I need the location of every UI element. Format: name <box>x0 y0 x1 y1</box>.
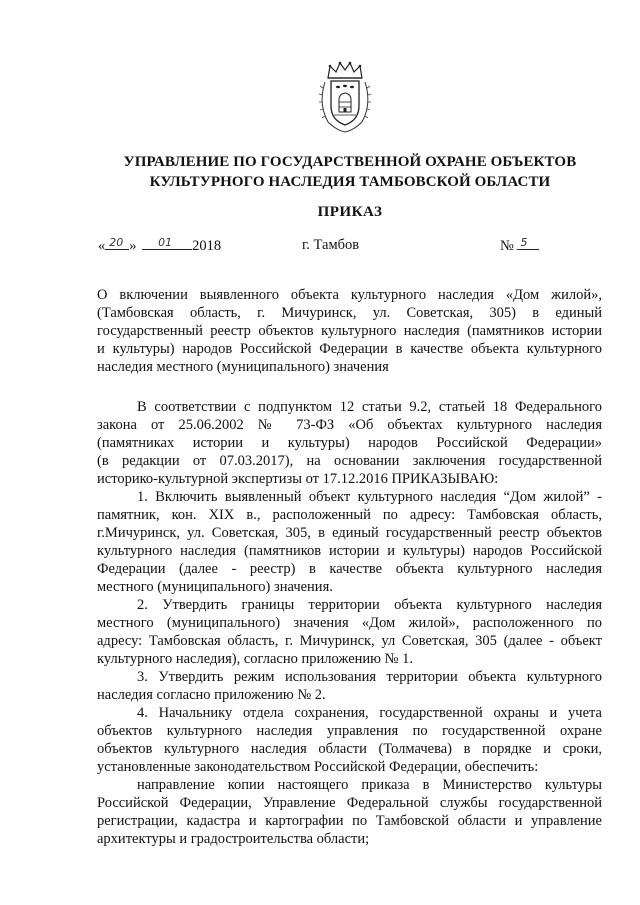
body-line: закона от 25.06.2002 № 73-ФЗ «Об объектах культурного наследия <box>97 417 602 433</box>
body-line: памятник, кон. XIX в., расположенный по адресу: Тамбовская область, <box>97 507 602 523</box>
date-year: 2018 <box>192 238 222 254</box>
order-date <box>98 236 221 255</box>
body-line: местного (муниципального) значения. <box>97 579 333 595</box>
body-line: культурного наследия), согласно приложению № 1. <box>97 651 413 667</box>
order-body <box>97 398 602 848</box>
body-line: 4. Начальнику отдела сохранения, государственной охраны и учета <box>137 705 602 721</box>
tambov-coat-of-arms-icon <box>316 60 374 134</box>
body-line: 2. Утвердить границы территории объекта культурного наследия <box>137 597 602 613</box>
body-line: объектов культурного наследия области (Толмачева) в порядке и сроки, <box>97 741 602 757</box>
order-subject <box>97 286 602 376</box>
body-line: адресу: Тамбовская область, г. Мичуринск, ул Советская, 305 (далее - объект <box>97 633 602 649</box>
body-line: Федерации (далее - реестр) в качестве объекта культурного наследия <box>97 561 602 577</box>
order-city: г. Тамбов <box>302 237 360 253</box>
body-line: 3. Утвердить режим использования территории объекта культурного <box>137 669 602 685</box>
body-line: объектов культурного наследия управления по государственной охране <box>97 723 602 739</box>
agency-name-line-1: УПРАВЛЕНИЕ ПО ГОСУДАРСТВЕННОЙ ОХРАНЕ ОБЪЕКТОВ <box>123 154 577 170</box>
body-line: направление копии настоящего приказа в Министерство культуры <box>137 777 602 793</box>
body-line: (памятниках истории и культуры) народов Российской Федерации» <box>97 435 602 451</box>
date-month-handwritten: 01 <box>158 236 173 249</box>
body-line: архитектуры и градостроительства области; <box>97 831 370 847</box>
date-close-quote: » <box>129 238 137 254</box>
date-open-quote: « <box>98 238 106 254</box>
date-month-field <box>142 236 192 250</box>
body-line: регистрации, кадастра и картографии по Тамбовской области и управление <box>97 813 602 829</box>
subject-line: (Тамбовская область, г. Мичуринск, ул. Советская, 305) в единый <box>97 305 602 321</box>
body-line: историко-культурной экспертизы от 17.12.2016 ПРИКАЗЫВАЮ: <box>97 471 499 487</box>
agency-name-line-2: КУЛЬТУРНОГО НАСЛЕДИЯ ТАМБОВСКОЙ ОБЛАСТИ <box>149 174 551 190</box>
subject-line: наследия местного (муниципального) значения <box>97 359 389 375</box>
number-sign: № <box>500 238 514 254</box>
document-type-heading: ПРИКАЗ <box>317 204 383 220</box>
order-number <box>500 236 539 255</box>
body-line: местного (муниципального) значения «Дом жилой», расположенного по <box>97 615 602 631</box>
number-field <box>517 236 539 250</box>
body-line: наследия согласно приложению № 2. <box>97 687 326 703</box>
body-line: культурного наследия (памятников истории и культуры) народов Российской <box>97 543 602 559</box>
body-line: 1. Включить выявленный объект культурного наследия “Дом жилой” - <box>137 489 602 505</box>
subject-line: и культуры) народов Российской Федерации в качестве объекта культурного <box>97 341 602 357</box>
date-day-handwritten: 20 <box>109 236 124 249</box>
body-line: (в редакции от 07.03.2017), на основании заключения государственной <box>97 453 602 469</box>
number-handwritten: 5 <box>520 236 528 249</box>
subject-line: О включении выявленного объекта культурного наследия «Дом жилой», <box>97 287 602 303</box>
subject-line: государственный реестр объектов культурного наследия (памятников истории <box>97 323 602 339</box>
body-line: В соответствии с подпунктом 12 статьи 9.2, статьей 18 Федерального <box>137 399 602 415</box>
body-line: установленные законодательством Российской Федерации, обеспечить: <box>97 759 539 775</box>
date-day-field <box>105 236 129 250</box>
body-line: г.Мичуринск, ул. Советская, 305, в единый государственный реестр объектов <box>97 525 602 541</box>
body-line: Российской Федерации, Управление Федеральной службы государственной <box>97 795 602 811</box>
